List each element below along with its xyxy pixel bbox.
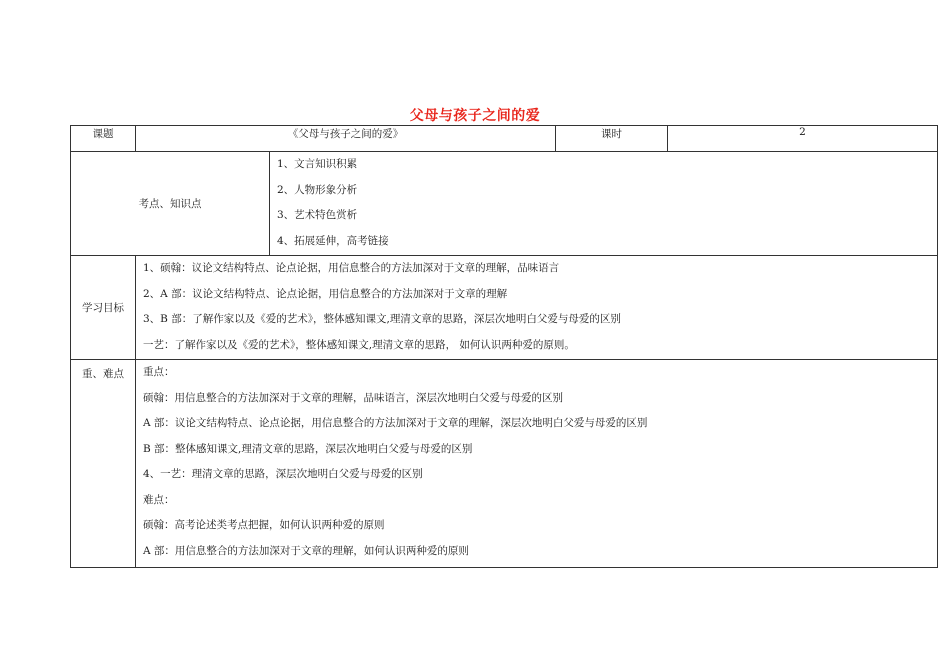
list-item: 4、一艺：理清文章的思路，深层次地明白父爱与母爱的区别 <box>143 468 423 480</box>
course-value: 《父母与孩子之间的爱》 <box>136 126 556 152</box>
lesson-plan-table <box>70 125 938 568</box>
list-item: 1、文言知识积累 <box>277 158 358 170</box>
hours-label: 课时 <box>556 126 668 152</box>
page-title: 父母与孩子之间的爱 <box>409 108 541 124</box>
list-item: 难点： <box>143 493 175 506</box>
list-item: 硕翰：高考论述类考点把握，如何认识两种爱的原则 <box>143 519 385 531</box>
course-row <box>71 126 938 152</box>
list-item: 3、B 部：了解作家以及《爱的艺术》，整体感知课文,理清文章的思路，深层次地明白父爱与母爱的区别 <box>143 313 621 325</box>
goals-list <box>136 256 938 360</box>
list-item: 4、拓展延伸，高考链接 <box>277 234 389 247</box>
points-row <box>71 152 938 256</box>
list-item: A 部：用信息整合的方法加深对于文章的理解，如何认识两种爱的原则 <box>143 544 469 557</box>
list-item: 2、A 部：议论文结构特点、论点论据，用信息整合的方法加深对于文章的理解 <box>143 287 508 300</box>
points-label: 考点、知识点 <box>71 152 270 256</box>
difficulty-label: 重、难点 <box>71 360 136 568</box>
list-item: A 部：议论文结构特点、论点论据，用信息整合的方法加深对于文章的理解，深层次地明白父爱与母爱的区别 <box>143 417 648 429</box>
difficulty-list <box>136 360 938 568</box>
goals-label: 学习目标 <box>71 256 136 360</box>
goals-row <box>71 256 938 360</box>
points-list <box>270 152 938 256</box>
list-item: 1、硕翰：议论文结构特点、论点论据，用信息整合的方法加深对于文章的理解，品味语言 <box>143 262 560 274</box>
list-item: 3、艺术特色赏析 <box>277 209 358 221</box>
course-label: 课题 <box>71 126 136 152</box>
list-item: 硕翰：用信息整合的方法加深对于文章的理解，品味语言，深层次地明白父爱与母爱的区别 <box>143 391 563 404</box>
list-item: 重点： <box>143 366 175 378</box>
list-item: B 部：整体感知课文,理清文章的思路，深层次地明白父爱与母爱的区别 <box>143 442 473 455</box>
list-item: 2、人物形象分析 <box>277 183 358 196</box>
hours-value: 2 <box>668 126 938 152</box>
list-item: 一艺：了解作家以及《爱的艺术》，整体感知课文,理清文章的思路， 如何认识两种爱的原则。 <box>143 338 575 351</box>
difficulty-row <box>71 360 938 568</box>
